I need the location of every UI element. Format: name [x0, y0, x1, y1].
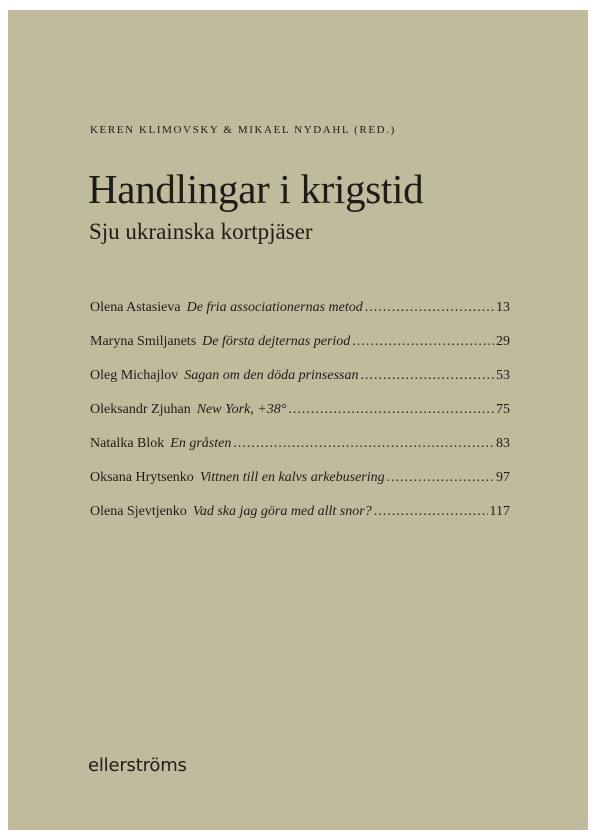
toc-page-number: 83 — [496, 436, 510, 451]
toc-dot-leader — [288, 402, 494, 418]
book-subtitle: Sju ukrainska kortpjäser — [89, 219, 313, 244]
toc-entry — [90, 402, 510, 436]
toc-author: Olena Sjevtjenko — [90, 504, 187, 519]
book-cover — [8, 10, 588, 830]
toc-play-title: Vad ska jag göra med allt snor? — [192, 504, 372, 519]
toc-play-title: En gråsten — [170, 436, 232, 451]
toc-page-number: 29 — [496, 334, 510, 349]
toc-author: Oksana Hrytsenko — [90, 470, 194, 485]
toc-author: Oleg Michajlov — [90, 368, 179, 383]
toc-entry — [90, 504, 510, 538]
toc-page-number: 13 — [496, 300, 510, 315]
toc-author: Oleksandr Zjuhan — [90, 402, 191, 417]
publisher-logo: ellerströms — [88, 755, 187, 776]
toc-play-title: Sagan om den döda prinsessan — [184, 368, 359, 383]
toc-play-title: New York, +38° — [196, 402, 287, 417]
toc-page-number: 97 — [496, 470, 510, 485]
toc-entry — [90, 300, 510, 334]
toc-author: Olena Astasieva — [90, 300, 181, 315]
toc-page-number: 117 — [489, 504, 510, 519]
toc-dot-leader — [233, 436, 494, 452]
toc-dot-leader — [374, 504, 488, 520]
toc-entry — [90, 470, 510, 504]
toc-author: Maryna Smiljanets — [90, 334, 197, 349]
book-title: Handlingar i krigstid — [88, 166, 424, 212]
table-of-contents — [90, 300, 510, 538]
toc-play-title: De fria associationernas metod — [186, 300, 363, 315]
toc-play-title: De första dejternas period — [202, 334, 351, 349]
toc-entry — [90, 334, 510, 368]
toc-dot-leader — [387, 470, 494, 486]
toc-entry — [90, 368, 510, 402]
toc-page-number: 53 — [496, 368, 510, 383]
toc-dot-leader — [365, 300, 494, 316]
toc-dot-leader — [361, 368, 495, 384]
editors-line: KEREN KLIMOVSKY & MIKAEL NYDAHL (RED.) — [90, 124, 396, 136]
toc-page-number: 75 — [496, 402, 510, 417]
toc-play-title: Vittnen till en kalvs arkebusering — [199, 470, 385, 485]
toc-entry — [90, 436, 510, 470]
toc-author: Natalka Blok — [90, 436, 165, 451]
toc-dot-leader — [352, 334, 494, 350]
